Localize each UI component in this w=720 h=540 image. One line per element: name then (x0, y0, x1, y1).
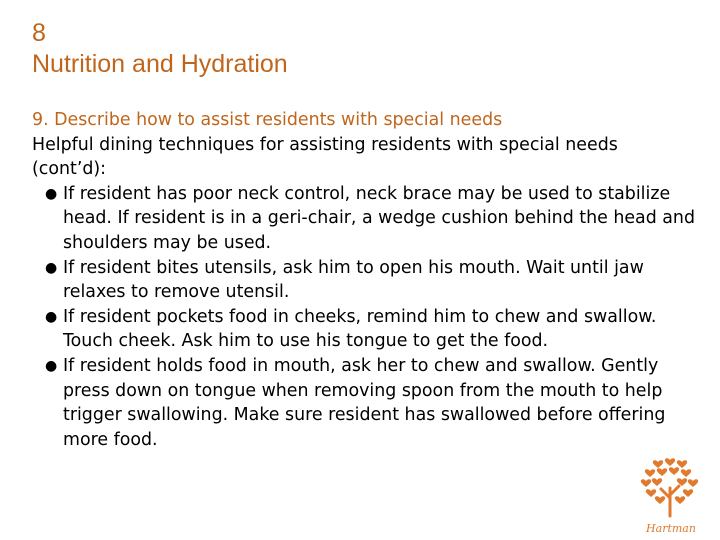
bullet-text: If resident holds food in mouth, ask her to chew and swallow. Gently press down on tongue when removing spoon from the mouth to help trigger swallowing. Make sure resident has swallowed before offering more food. (63, 355, 666, 450)
bullet-icon: ● (45, 185, 58, 202)
hartman-logo (640, 458, 702, 536)
intro-text: Helpful dining techniques for assisting residents with special needs (cont’d): (32, 134, 618, 180)
bullet-text: If resident bites utensils, ask him to open his mouth. Wait until jaw relaxes to remove utensil. (63, 257, 644, 303)
bullet-item (32, 305, 697, 354)
slide-title (32, 18, 288, 80)
bullet-icon: ● (45, 308, 58, 325)
bullet-text: If resident has poor neck control, neck brace may be used to stabilize head. If resident is in a geri-chair, a wedge cushion behind the head and shoulders may be used. (63, 183, 695, 253)
bullet-item (32, 182, 697, 256)
bullet-icon: ● (45, 259, 58, 276)
bullet-item (32, 354, 697, 452)
logo-text: Hartman (646, 522, 696, 535)
bullet-item (32, 256, 697, 305)
heart-tree-icon (640, 458, 702, 536)
slide-body (32, 108, 697, 452)
bullet-text: If resident pockets food in cheeks, remind him to chew and swallow. Touch cheek. Ask him to use his tongue to get the food. (63, 306, 657, 352)
section-heading: 9. Describe how to assist residents with special needs (32, 110, 503, 130)
chapter-title: Nutrition and Hydration (32, 50, 288, 78)
bullet-list (32, 182, 697, 453)
chapter-number: 8 (32, 19, 46, 47)
bullet-icon: ● (45, 357, 58, 374)
